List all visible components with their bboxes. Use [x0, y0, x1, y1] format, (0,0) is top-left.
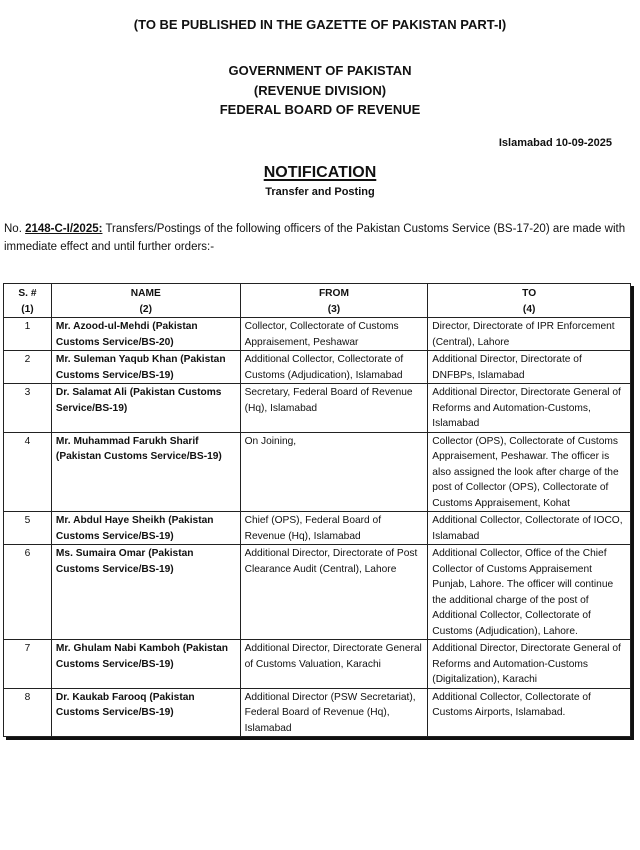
table-row: [4, 351, 631, 384]
issuing-authority: [0, 61, 640, 120]
serial-number: 7: [4, 640, 52, 689]
column-number: (3): [327, 303, 341, 315]
posting-to: Additional Director, Directorate of DNFBPs, Islamabad: [428, 351, 631, 384]
serial-number: 3: [4, 384, 52, 433]
column-header-name: [51, 284, 240, 318]
notification-subtitle: Transfer and Posting: [265, 186, 375, 198]
posting-from: Collector, Collectorate of Customs Appraisement, Peshawar: [240, 318, 428, 351]
column-number: (1): [21, 303, 34, 315]
posting-from: Chief (OPS), Federal Board of Revenue (Hq), Islamabad: [240, 512, 428, 545]
officer-name: Dr. Salamat Ali (Pakistan Customs Service/BS-19): [51, 384, 240, 433]
board-name: FEDERAL BOARD OF REVENUE: [219, 102, 421, 117]
serial-number: 5: [4, 512, 52, 545]
officer-name: Mr. Abdul Haye Sheikh (Pakistan Customs Service/BS-19): [51, 512, 240, 545]
posting-from: Secretary, Federal Board of Revenue (Hq), Islamabad: [240, 384, 428, 433]
column-title: FROM: [318, 288, 349, 299]
notification-reference: 2148-C-I/2025:: [25, 223, 103, 235]
column-title: NAME: [130, 288, 161, 299]
postings-table: [3, 283, 631, 737]
notification-title-text: NOTIFICATION: [263, 164, 377, 181]
column-title: S. #: [18, 288, 37, 299]
posting-from: Additional Director, Directorate General of Customs Valuation, Karachi: [240, 640, 428, 689]
gazette-line: (TO BE PUBLISHED IN THE GAZETTE OF PAKISTAN PART-I): [133, 17, 507, 32]
posting-to: Additional Collector, Collectorate of Customs Airports, Islamabad.: [428, 688, 631, 737]
column-header-to: [428, 284, 631, 318]
posting-to: Director, Directorate of IPR Enforcement (Central), Lahore: [428, 318, 631, 351]
intro-paragraph: [4, 220, 636, 256]
column-title: TO: [522, 288, 537, 299]
serial-number: 8: [4, 688, 52, 737]
column-number: (2): [139, 303, 152, 315]
serial-number: 2: [4, 351, 52, 384]
table-row: [4, 384, 631, 433]
officer-name: Mr. Suleman Yaqub Khan (Pakistan Customs Service/BS-19): [51, 351, 240, 384]
serial-number: 1: [4, 318, 52, 351]
posting-to: Additional Director, Directorate General of Reforms and Automation-Customs (Digitalization), Karachi: [428, 640, 631, 689]
notification-title: [0, 164, 640, 182]
serial-number: 6: [4, 545, 52, 640]
table-row: [4, 318, 631, 351]
column-number: (4): [522, 303, 536, 315]
table-row: [4, 512, 631, 545]
table-row: [4, 432, 631, 512]
column-header-sn: [4, 284, 52, 318]
table-row: [4, 545, 631, 640]
table-header-row: [4, 284, 631, 318]
intro-text: Transfers/Postings of the following officers of the Pakistan Customs Service (BS-17-20) are made with immediate effect and until further orders:-: [4, 223, 626, 253]
table-row: [4, 640, 631, 689]
posting-from: Additional Collector, Collectorate of Customs (Adjudication), Islamabad: [240, 351, 428, 384]
division-name: (REVENUE DIVISION): [253, 82, 387, 98]
serial-number: 4: [4, 432, 52, 512]
posting-from: On Joining,: [240, 432, 428, 512]
posting-to: Additional Collector, Office of the Chief Collector of Customs Appraisement Punjab, Lahore. The officer will continue the additional charge of the post of Additional Collector, Collectorate of Customs (Adjudication), Lahore.: [428, 545, 631, 640]
officer-name: Ms. Sumaira Omar (Pakistan Customs Service/BS-19): [51, 545, 240, 640]
posting-to: Additional Collector, Collectorate of IOCO, Islamabad: [428, 512, 631, 545]
officer-name: Mr. Ghulam Nabi Kamboh (Pakistan Customs Service/BS-19): [51, 640, 240, 689]
place-date: Islamabad 10-09-2025: [498, 137, 612, 149]
posting-to: Additional Director, Directorate General of Reforms and Automation-Customs, Islamabad: [428, 384, 631, 433]
intro-prefix: No.: [4, 223, 26, 235]
posting-to: Collector (OPS), Collectorate of Customs Appraisement, Peshawar. The officer is also assigned the look after charge of the post of Collector (OPS), Collectorate of Customs Appraisement, Kohat: [428, 432, 631, 512]
officer-name: Dr. Kaukab Farooq (Pakistan Customs Service/BS-19): [51, 688, 240, 737]
posting-from: Additional Director (PSW Secretariat), Federal Board of Revenue (Hq), Islamabad: [240, 688, 428, 737]
officer-name: Mr. Muhammad Farukh Sharif (Pakistan Customs Service/BS-19): [51, 432, 240, 512]
government-name: GOVERNMENT OF PAKISTAN: [228, 63, 412, 78]
column-header-from: [240, 284, 428, 318]
posting-from: Additional Director, Directorate of Post Clearance Audit (Central), Lahore: [240, 545, 428, 640]
officer-name: Mr. Azood-ul-Mehdi (Pakistan Customs Service/BS-20): [51, 318, 240, 351]
table-row: [4, 688, 631, 737]
